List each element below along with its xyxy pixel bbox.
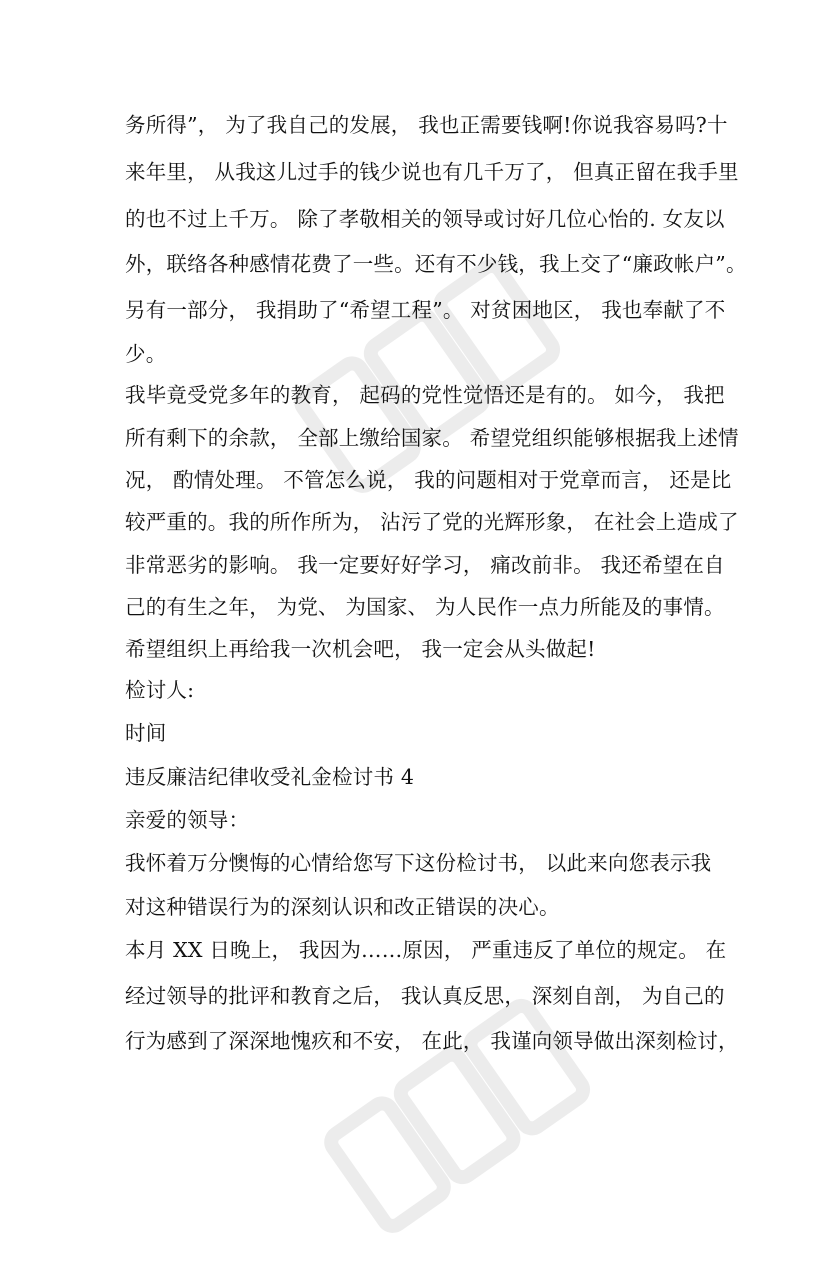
time-label: 时间 <box>125 721 167 745</box>
text-line: 另有一部分， 我捐助了“希望工程”。 对贫困地区， 我也奉献了不 <box>125 298 726 322</box>
signatory-label: 检讨人: <box>125 678 195 702</box>
text-line: 所有剩下的余款， 全部上缴给国家。 希望党组织能够根据我上述情 <box>125 426 739 450</box>
text-line: 对这种错误行为的深刻认识和改正错误的决心。 <box>125 895 560 919</box>
text-line: 希望组织上再给我一次机会吧， 我一定会从头做起! <box>125 637 596 661</box>
text-line: 况， 酌情处理。 不管怎么说， 我的问题相对于党章而言， 还是比 <box>125 468 732 492</box>
text-line: 的也不过上千万。 除了孝敬相关的领导或讨好几位心怡的. 女友以 <box>125 207 725 231</box>
text-line: 外，联络各种感情花费了一些。还有不少钱，我上交了“廉政帐户”。 <box>125 252 747 276</box>
text-line: 较严重的。我的所作所为， 沾污了党的光辉形象， 在社会上造成了 <box>125 510 739 534</box>
text-line: 行为感到了深深地愧疚和不安， 在此， 我谨向领导做出深刻检讨， <box>125 1029 739 1053</box>
text-line: 非常恶劣的影响。 我一定要好好学习， 痛改前非。 我还希望在自 <box>125 553 725 577</box>
text-line: 我怀着万分懊悔的心情给您写下这份检讨书， 以此来向您表示我 <box>125 851 712 875</box>
text-line: 我毕竟受党多年的教育， 起码的党性觉悟还是有的。 如今， 我把 <box>125 383 725 407</box>
text-line: 少。 <box>125 342 167 366</box>
text-line: 务所得”， 为了我自己的发展， 我也正需要钱啊!你说我容易吗?十 <box>125 113 728 137</box>
salutation: 亲爱的领导： <box>125 808 250 832</box>
section-title: 违反廉洁纪律收受礼金检讨书 4 <box>125 765 415 789</box>
text-line: 来年里， 从我这儿过手的钱少说也有几千万了， 但真正留在我手里 <box>125 160 739 184</box>
text-line: 本月 XX 日晚上， 我因为……原因， 严重违反了单位的规定。 在 <box>125 938 727 962</box>
text-line: 己的有生之年， 为党、 为国家、 为人民作一点力所能及的事情。 <box>125 595 725 619</box>
text-line: 经过领导的批评和教育之后， 我认真反思， 深刻自剖， 为自己的 <box>125 984 725 1008</box>
watermark-logo-bottom <box>296 964 624 1276</box>
